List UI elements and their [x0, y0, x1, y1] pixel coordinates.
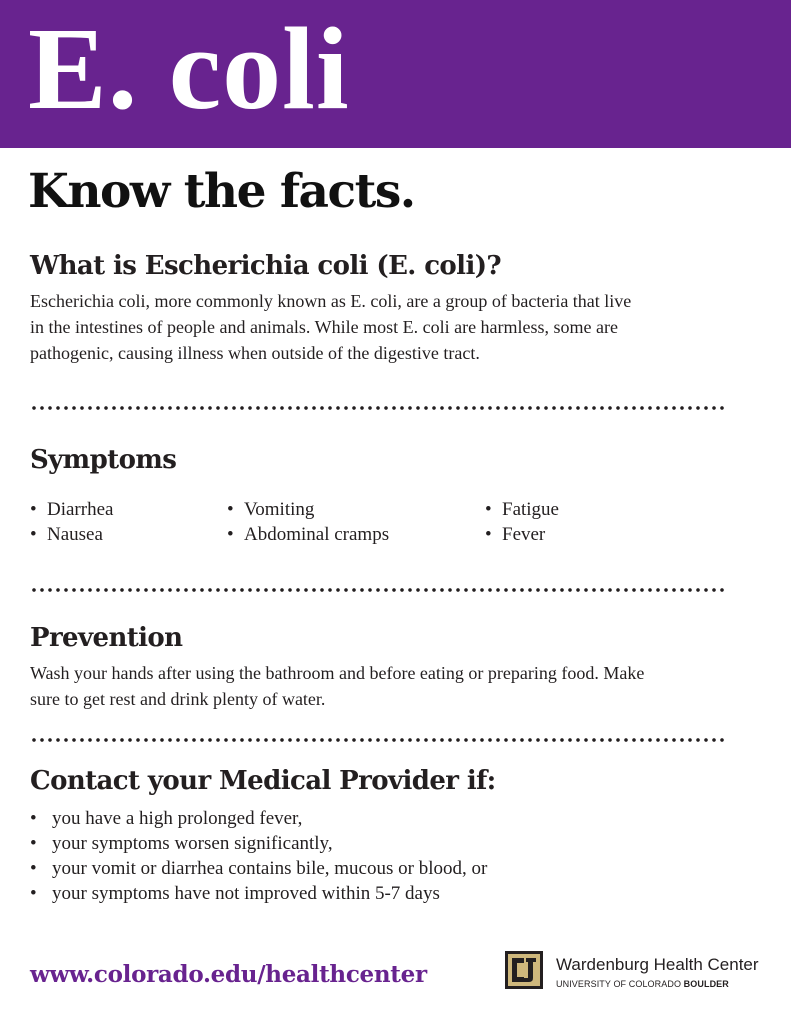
prevention-line: Wash your hands after using the bathroom and before eating or preparing food. Make — [30, 663, 645, 683]
contact-list — [30, 806, 487, 906]
prevention-heading: Prevention — [30, 623, 183, 653]
what-is-line: pathogenic, causing illness when outside of the digestive tract. — [30, 343, 480, 363]
what-is-line: in the intestines of people and animals. While most E. coli are harmless, some are — [30, 317, 619, 337]
dotted-divider — [30, 406, 724, 410]
banner-title: E. coli — [28, 3, 350, 134]
contact-heading: Contact your Medical Provider if: — [30, 766, 496, 796]
symptom-item: • Vomiting — [227, 497, 389, 522]
prevention-paragraph — [30, 660, 644, 712]
symptoms-column-1 — [30, 497, 113, 547]
symptom-item: • Abdominal cramps — [227, 522, 389, 547]
what-is-paragraph — [30, 288, 631, 366]
logo-campus: BOULDER — [683, 979, 729, 989]
headline: Know the facts. — [28, 164, 415, 219]
cu-boulder-logo-icon — [502, 948, 546, 992]
what-is-line: Escherichia coli, more commonly known as E. coli, are a group of bacteria that live — [30, 291, 632, 311]
contact-item: • you have a high prolonged fever, — [30, 806, 487, 831]
contact-item: • your symptoms worsen significantly, — [30, 831, 487, 856]
symptom-item: • Fatigue — [485, 497, 559, 522]
title-banner — [0, 0, 791, 148]
symptoms-column-2 — [227, 497, 389, 547]
dotted-divider — [30, 738, 724, 742]
contact-item: • your symptoms have not improved within 5-7 days — [30, 881, 487, 906]
dotted-divider — [30, 588, 724, 592]
logo-university-prefix: UNIVERSITY OF COLORADO — [556, 979, 682, 989]
logo-name: Wardenburg Health Center — [556, 955, 759, 974]
logo-university — [556, 978, 729, 990]
symptom-item: • Fever — [485, 522, 559, 547]
symptoms-column-3 — [485, 497, 559, 547]
prevention-line: sure to get rest and drink plenty of water. — [30, 689, 326, 709]
health-center-link[interactable]: www.colorado.edu/healthcenter — [30, 961, 427, 988]
symptom-item: • Nausea — [30, 522, 113, 547]
what-is-heading: What is Escherichia coli (E. coli)? — [30, 251, 502, 281]
contact-item: • your vomit or diarrhea contains bile, mucous or blood, or — [30, 856, 487, 881]
symptom-item: • Diarrhea — [30, 497, 113, 522]
symptoms-heading: Symptoms — [30, 445, 177, 475]
